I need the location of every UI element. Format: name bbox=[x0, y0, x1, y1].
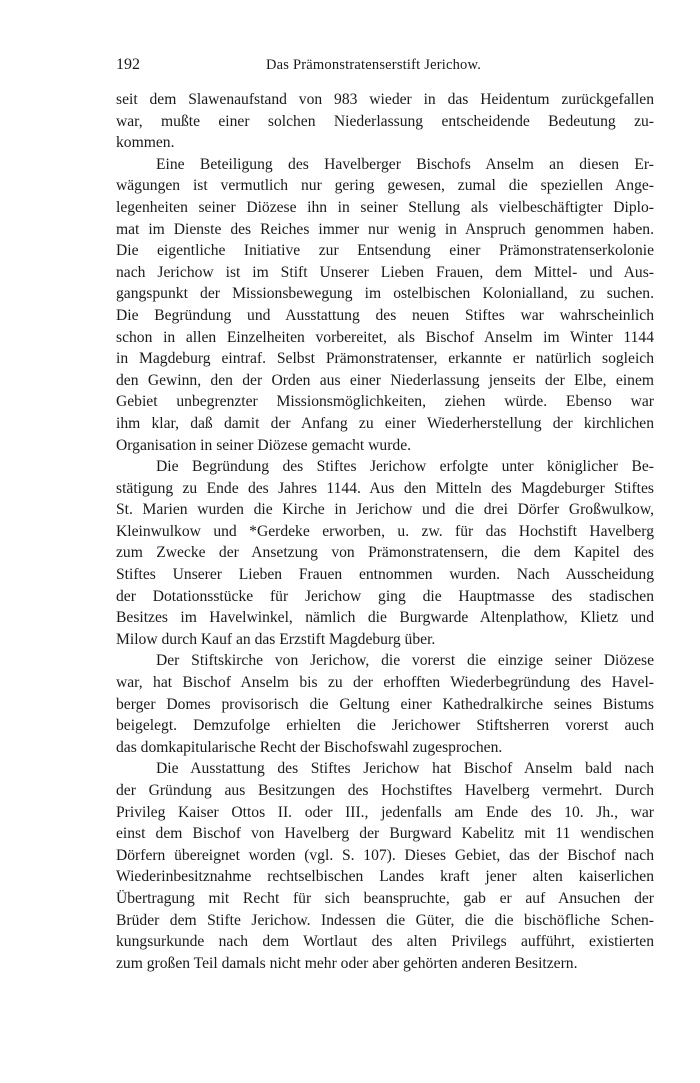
text-line: der Dotationsstücke für Jerichow ging die Hauptmasse des stadischen bbox=[116, 587, 654, 605]
text-line: seit dem Slawenaufstand von 983 wieder in das Heidentum zurückgefallen bbox=[116, 91, 654, 108]
text-line: der Gründung aus Besitzungen des Hochstiftes Havelberg vermehrt. Durch bbox=[116, 782, 654, 799]
text-line: kommen. bbox=[116, 134, 175, 152]
text-line: Die eigentliche Initiative zur Entsendung einer Prämonstratenserkolonie bbox=[116, 242, 654, 260]
running-header bbox=[116, 56, 654, 80]
text-line: schon in allen Einzelheiten vorbereitet, als Bischof Anselm im Winter 1144 bbox=[116, 328, 654, 346]
text-line: Dörfern übereignet worden (vgl. S. 107). Dieses Gebiet, das der Bischof nach bbox=[116, 846, 654, 864]
running-title: Das Prämonstratenserstift Jerichow. bbox=[266, 57, 482, 73]
text-line: in Magdeburg eintraf. Selbst Prämonstratenser, erkannte er natürlich sogleich bbox=[116, 350, 654, 368]
text-line: Brüder dem Stifte Jerichow. Indessen die Güter, die die bischöfliche Schen- bbox=[116, 911, 654, 929]
text-line: beigelegt. Demzufolge erhielten die Jerichower Stiftsherren vorerst auch bbox=[116, 717, 654, 735]
text-line: Wiederinbesitznahme rechtselbischen Landes kraft jener alten kaiserlichen bbox=[116, 868, 654, 886]
text-line: Der Stiftskirche von Jerichow, die vorerst die einzige seiner Diözese bbox=[156, 652, 654, 670]
text-line: zum Zwecke der Ansetzung von Prämonstratensern, die dem Kapitel des bbox=[116, 544, 654, 562]
text-line: Besitzes im Havelwinkel, nämlich die Burgwarde Altenplathow, Klietz und bbox=[116, 609, 654, 627]
text-line: Gebiet unbegrenzter Missionsmöglichkeiten, ziehen würde. Ebenso war bbox=[116, 393, 654, 411]
text-line: berger Domes provisorisch die Geltung einer Kathedralkirche seines Bistums bbox=[116, 695, 654, 713]
text-line: Eine Beteiligung des Havelberger Bischofs Anselm an diesen Er- bbox=[156, 155, 654, 173]
paragraph bbox=[116, 89, 654, 154]
text-line: Übertragung mit Recht für sich beanspruchte, gab er auf Ansuchen der bbox=[116, 889, 654, 907]
text-line: das domkapitularische Recht der Bischofswahl zugesprochen. bbox=[116, 738, 503, 756]
paragraph bbox=[116, 650, 654, 758]
text-line: Die Begründung des Stiftes Jerichow erfolgte unter königlicher Be- bbox=[156, 458, 654, 476]
text-line: einst dem Bischof von Havelberg der Burgward Kabelitz mit 11 wendischen bbox=[116, 825, 654, 843]
paragraph bbox=[116, 154, 654, 456]
text-line: ihm klar, daß damit der Anfang zu einer Wiederherstellung der kirchlichen bbox=[116, 414, 654, 432]
text-line: zum großen Teil damals nicht mehr oder aber gehörten anderen Besitzern. bbox=[116, 954, 578, 972]
body-text bbox=[116, 89, 654, 974]
text-line: nach Jerichow ist im Stift Unserer Lieben Frauen, dem Mittel- und Aus- bbox=[116, 263, 654, 281]
text-line: Milow durch Kauf an das Erzstift Magdeburg über. bbox=[116, 630, 436, 648]
text-line: war, hat Bischof Anselm bis zu der erhofften Wiederbegründung des Havel- bbox=[116, 674, 654, 692]
text-line: Stiftes Unserer Lieben Frauen entnommen wurden. Nach Ausscheidung bbox=[116, 566, 654, 584]
text-line: war, mußte einer solchen Niederlassung entscheidende Bedeutung zu- bbox=[116, 112, 654, 130]
text-line: wägungen ist vermutlich nur gering gewesen, zumal die speziellen Ange- bbox=[116, 177, 654, 195]
text-line: Die Begründung und Ausstattung des neuen Stiftes war wahrscheinlich bbox=[116, 306, 654, 324]
text-line: legenheiten seiner Diözese ihn in seiner Stellung als vielbeschäftigter Diplo- bbox=[116, 198, 654, 216]
text-line: den Gewinn, den der Orden aus einer Niederlassung jenseits der Elbe, einem bbox=[116, 371, 654, 389]
paragraph bbox=[116, 758, 654, 974]
text-line: gangspunkt der Missionsbewegung im ostelbischen Kolonialland, zu suchen. bbox=[116, 285, 654, 303]
text-line: Die Ausstattung des Stiftes Jerichow hat Bischof Anselm bald nach bbox=[156, 760, 654, 778]
text-line: Kleinwulkow und *Gerdeke erworben, u. zw. für das Hochstift Havelberg bbox=[116, 522, 654, 540]
text-line: St. Marien wurden die Kirche in Jerichow und die drei Dörfer Großwulkow, bbox=[116, 501, 654, 519]
text-line: kungsurkunde nach dem Wortlaut des alten Privilegs aufführt, existierten bbox=[116, 933, 654, 951]
page-number: 192 bbox=[116, 56, 140, 73]
book-page bbox=[116, 56, 654, 974]
text-line: Organisation in seiner Diözese gemacht wurde. bbox=[116, 436, 412, 454]
text-line: stätigung zu Ende des Jahres 1144. Aus den Mitteln des Magdeburger Stiftes bbox=[116, 479, 654, 497]
text-line: mat im Dienste des Reiches immer nur wenig in Anspruch genommen haben. bbox=[116, 220, 654, 238]
paragraph bbox=[116, 456, 654, 650]
text-line: Privileg Kaiser Ottos II. oder III., jedenfalls am Ende des 10. Jh., war bbox=[116, 803, 654, 821]
